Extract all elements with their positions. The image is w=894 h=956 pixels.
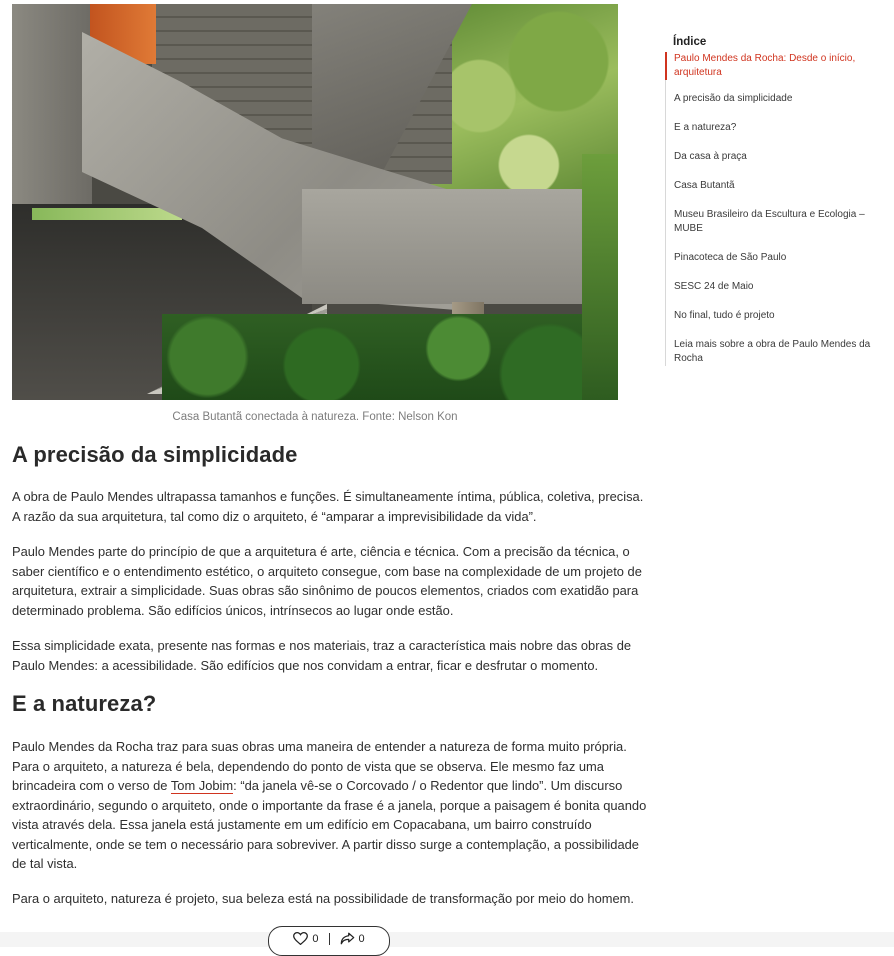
section-heading-natureza: E a natureza? — [12, 691, 157, 716]
toc-list — [665, 52, 883, 366]
photo-green-strip — [32, 208, 182, 220]
paragraph-text: : “da janela vê-se o Corcovado / o Redentor que lindo”. Um discurso extraordinário, segundo o arquiteto, onde o importante da frase é a janela, porque a paisagem é bonita quando vista através dela. Essa janela está justamente em um edifício em Copacabana, um bairro construído verticalmente, onde se tem o necessário para sobreviver. A partir disso surge a contemplação, a possibilidade de tal vista. — [12, 778, 647, 871]
photo-bush — [582, 154, 618, 400]
toc-item-pinacoteca[interactable]: Pinacoteca de São Paulo — [674, 252, 787, 263]
share-icon — [340, 932, 355, 945]
photo-ivy — [162, 314, 618, 400]
toc-item-sesc[interactable]: SESC 24 de Maio — [674, 281, 754, 292]
paragraph-text: Paulo Mendes da Rocha traz para suas obras uma maneira de entender a natureza de forma muito própria. Para o arquiteto, a natureza é bela, dependendo do ponto de vista que se observa. Ele mesmo faz uma brincadeira com o verso de — [12, 739, 627, 793]
photo-caption: Casa Butantã conectada à natureza. Fonte: Nelson Kon — [172, 411, 458, 423]
heart-icon — [293, 932, 308, 945]
toc-item-no-final[interactable]: No final, tudo é projeto — [674, 310, 775, 321]
section-heading-precisao: A precisão da simplicidade — [12, 442, 298, 467]
like-button[interactable] — [293, 932, 318, 945]
toc-item-casa-praca[interactable]: Da casa à praça — [674, 151, 747, 162]
paragraph: Paulo Mendes parte do princípio de que a arquitetura é arte, ciência e técnica. Com a precisão da técnica, o saber científico e o entendimento estético, o arquiteto consegue, com base na complexidade de um projeto de arquitetura, extrair a simplicidade. Suas obras são sinônimo de poucos elementos, criados com exatidão para determinado problema. São edifícios únicos, intrínsecos ao lugar onde estão. — [12, 544, 642, 618]
photo-wall — [12, 4, 92, 204]
article-actions — [268, 926, 390, 956]
share-button[interactable] — [340, 932, 365, 945]
photo-landing — [302, 189, 602, 304]
toc-item-desde-o-inicio[interactable]: Paulo Mendes da Rocha: Desde o início, arquitetura — [665, 52, 883, 80]
paragraph: Para o arquiteto, natureza é projeto, sua beleza está na possibilidade de transformação por meio do homem. — [12, 891, 634, 906]
share-count: 0 — [358, 932, 365, 945]
paragraph — [12, 737, 652, 874]
tom-jobim-link[interactable]: Tom Jobim — [170, 778, 234, 793]
toc-item-precisao[interactable]: A precisão da simplicidade — [674, 93, 793, 104]
toc-item-natureza[interactable]: E a natureza? — [674, 122, 737, 133]
toc-item-leia-mais[interactable]: Leia mais sobre a obra de Paulo Mendes da Rocha — [674, 339, 871, 364]
toc-item-mube[interactable]: Museu Brasileiro da Escultura e Ecologia – MUBE — [674, 209, 865, 234]
like-count: 0 — [312, 932, 319, 945]
toc-item-casa-butanta[interactable]: Casa Butantã — [674, 180, 735, 191]
paragraph: Essa simplicidade exata, presente nas formas e nos materiais, traz a característica mais nobre das obras de Paulo Mendes: a acessibilidade. São edifícios que nos convidam a entrar, ficar e desfrutar o momento. — [12, 638, 632, 673]
bottom-bar — [0, 932, 894, 947]
paragraph: A obra de Paulo Mendes ultrapassa tamanhos e funções. É simultaneamente íntima, pública, coletiva, precisa. A razão da sua arquitetura, tal como diz o arquiteto, é “amparar a imprevisibilidade da vida”. — [12, 489, 644, 524]
toc-title: Índice — [673, 36, 707, 48]
table-of-contents — [665, 36, 883, 372]
divider — [329, 933, 330, 945]
hero-photo — [12, 4, 618, 400]
